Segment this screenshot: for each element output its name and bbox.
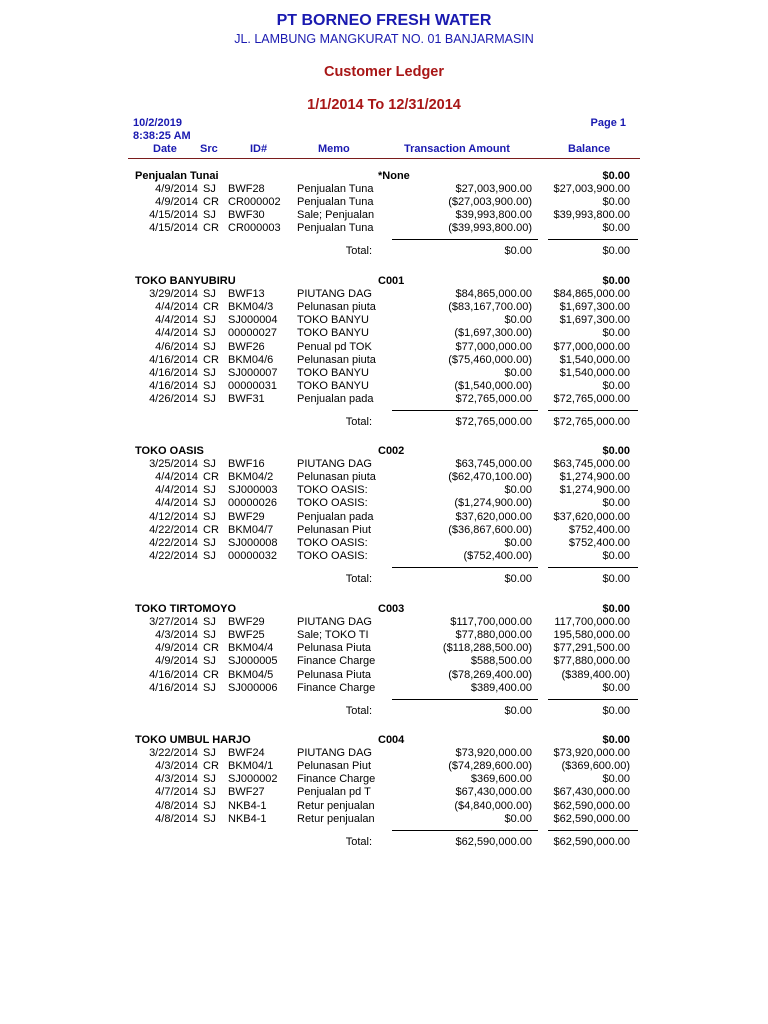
row-memo: TOKO OASIS: [297,536,368,549]
row-date: 4/9/2014 [155,183,198,196]
row-id: BWF16 [228,458,265,471]
row-src: SJ [203,786,216,799]
row-date: 4/9/2014 [155,196,198,209]
row-balance: $37,620,000.00 [553,510,630,523]
row-amount: $0.00 [504,812,532,825]
row-date: 4/4/2014 [155,327,198,340]
row-date: 4/22/2014 [149,549,198,562]
row-src: SJ [203,812,216,825]
row-amount: $67,430,000.00 [455,786,532,799]
row-memo: Pelunasan piuta [297,353,376,366]
row-date: 4/16/2014 [149,366,198,379]
row-balance: $0.00 [602,681,630,694]
row-date: 3/25/2014 [149,458,198,471]
row-memo: Pelunasan Piut [297,760,371,773]
row-date: 4/15/2014 [149,222,198,235]
row-src: SJ [203,327,216,340]
report-title: Customer Ledger [323,64,445,80]
row-date: 4/16/2014 [149,681,198,694]
row-id: BKM04/2 [228,471,274,484]
row-amount: $39,993,800.00 [455,209,532,222]
customer-name: TOKO BANYUBIRU [135,275,236,287]
total-label: Total: [345,704,372,717]
row-amount: $77,000,000.00 [455,340,532,353]
row-memo: Pelunasa Piuta [297,668,371,681]
header-divider [128,158,640,159]
row-amount: ($752,400.00) [463,549,532,562]
row-balance: $62,590,000.00 [553,812,630,825]
row-src: SJ [203,340,216,353]
row-src: SJ [203,379,216,392]
page-number: Page 1 [590,117,626,129]
total-amount: $0.00 [504,245,532,258]
row-src: SJ [203,314,216,327]
row-amount: ($4,840,000.00) [454,799,532,812]
row-src: SJ [203,773,216,786]
customer-code: C001 [378,275,405,287]
row-amount: ($118,288,500.00) [442,642,532,655]
total-rule [392,699,538,700]
total-rule [548,699,638,700]
row-src: SJ [203,799,216,812]
row-balance: $77,000,000.00 [553,340,630,353]
row-amount: ($78,269,400.00) [448,668,532,681]
col-header-src: Src [200,143,218,155]
row-balance: $1,697,300.00 [559,301,630,314]
row-memo: PIUTANG DAG [297,747,372,760]
row-balance: $67,430,000.00 [553,786,630,799]
row-id: 00000032 [228,549,277,562]
row-id: BWF24 [228,747,265,760]
row-amount: ($1,540,000.00) [454,379,532,392]
row-date: 3/22/2014 [149,747,198,760]
row-memo: Penjualan pd T [297,786,371,799]
row-date: 4/3/2014 [155,773,198,786]
report-period: 1/1/2014 To 12/31/2014 [307,97,461,113]
row-src: SJ [203,458,216,471]
row-id: BKM04/7 [228,523,274,536]
row-date: 4/4/2014 [155,301,198,314]
row-src: SJ [203,536,216,549]
row-balance: $73,920,000.00 [553,747,630,760]
row-id: BWF29 [228,510,265,523]
total-amount: $0.00 [504,704,532,717]
row-amount: ($1,274,900.00) [454,497,532,510]
opening-balance: $0.00 [602,445,630,457]
row-balance: 195,580,000.00 [553,629,630,642]
row-src: SJ [203,366,216,379]
row-amount: ($1,697,300.00) [454,327,532,340]
row-amount: $63,745,000.00 [455,458,532,471]
customer-code: C002 [378,445,405,457]
row-id: CR000002 [228,196,281,209]
row-amount: $117,700,000.00 [450,616,532,629]
row-date: 4/7/2014 [155,786,198,799]
row-src: SJ [203,497,216,510]
company-name: PT BORNEO FRESH WATER [276,12,492,29]
row-amount: ($36,867,600.00) [448,523,532,536]
row-balance: $84,865,000.00 [553,288,630,301]
total-balance: $62,590,000.00 [553,835,630,848]
col-header-memo: Memo [318,143,350,155]
row-balance: $0.00 [602,773,630,786]
row-memo: PIUTANG DAG [297,616,372,629]
total-rule [548,410,638,411]
row-date: 4/16/2014 [149,668,198,681]
row-memo: TOKO BANYU [297,379,369,392]
row-id: SJ000004 [228,314,278,327]
row-src: CR [203,668,219,681]
total-amount: $72,765,000.00 [455,415,532,428]
row-src: CR [203,642,219,655]
row-id: BWF27 [228,786,265,799]
row-id: CR000003 [228,222,281,235]
row-src: SJ [203,510,216,523]
row-id: NKB4-1 [228,812,267,825]
row-memo: Pelunasa Piuta [297,642,371,655]
customer-name: Penjualan Tunai [135,170,219,182]
row-memo: Finance Charge [297,681,376,694]
row-amount: $588,500.00 [470,655,532,668]
row-date: 4/3/2014 [155,760,198,773]
row-id: BWF31 [228,392,265,405]
row-balance: $0.00 [602,196,630,209]
row-balance: $62,590,000.00 [553,799,630,812]
row-src: SJ [203,629,216,642]
row-memo: TOKO OASIS: [297,549,368,562]
row-date: 3/27/2014 [149,616,198,629]
row-amount: $72,765,000.00 [455,392,532,405]
row-src: CR [203,196,219,209]
customer-name: TOKO UMBUL HARJO [135,734,251,746]
row-src: SJ [203,484,216,497]
row-balance: $752,400.00 [568,536,630,549]
row-src: CR [203,471,219,484]
row-src: SJ [203,549,216,562]
row-memo: Penjualan pada [297,510,374,523]
row-balance: $1,274,900.00 [559,471,630,484]
row-date: 4/8/2014 [155,799,198,812]
total-rule [548,567,638,568]
row-id: BKM04/3 [228,301,274,314]
row-balance: $27,003,900.00 [553,183,630,196]
total-amount: $0.00 [504,572,532,585]
company-address: JL. LAMBUNG MANGKURAT NO. 01 BANJARMASIN [234,32,534,46]
row-id: SJ000008 [228,536,278,549]
row-src: CR [203,523,219,536]
row-src: SJ [203,183,216,196]
row-memo: Penjualan Tuna [297,222,374,235]
opening-balance: $0.00 [602,275,630,287]
row-amount: ($62,470,100.00) [448,471,532,484]
row-amount: $389,400.00 [470,681,532,694]
row-memo: Pelunasan piuta [297,471,376,484]
row-memo: PIUTANG DAG [297,458,372,471]
customer-code: C004 [378,734,405,746]
row-src: SJ [203,392,216,405]
col-header-balance: Balance [568,143,611,155]
row-balance: $1,540,000.00 [559,353,630,366]
customer-code: C003 [378,603,405,615]
row-balance: $1,540,000.00 [559,366,630,379]
row-id: SJ000007 [228,366,278,379]
print-time: 8:38:25 AM [133,130,191,142]
row-memo: Finance Charge [297,655,376,668]
row-balance: $0.00 [602,379,630,392]
row-src: SJ [203,616,216,629]
row-src: SJ [203,681,216,694]
row-src: CR [203,353,219,366]
row-id: SJ000002 [228,773,278,786]
row-amount: $0.00 [504,314,532,327]
row-id: BWF13 [228,288,265,301]
row-balance: $63,745,000.00 [553,458,630,471]
row-amount: ($83,167,700.00) [448,301,532,314]
row-memo: Pelunasan Piut [297,523,371,536]
row-memo: Penjualan pada [297,392,374,405]
row-date: 4/16/2014 [149,379,198,392]
row-amount: $0.00 [504,484,532,497]
total-rule [392,567,538,568]
row-balance: 117,700,000.00 [554,616,630,629]
row-balance: ($389,400.00) [561,668,630,681]
row-balance: $77,880,000.00 [553,655,630,668]
row-amount: ($27,003,900.00) [448,196,532,209]
customer-name: TOKO TIRTOMOYO [135,603,237,615]
row-date: 4/8/2014 [155,812,198,825]
row-balance: $0.00 [602,327,630,340]
row-date: 4/26/2014 [149,392,198,405]
row-amount: $73,920,000.00 [455,747,532,760]
row-amount: $369,600.00 [470,773,532,786]
row-date: 4/4/2014 [155,497,198,510]
row-balance: $0.00 [602,222,630,235]
row-memo: Penual pd TOK [297,340,372,353]
row-date: 4/9/2014 [155,642,198,655]
row-date: 4/22/2014 [149,536,198,549]
row-balance: $1,274,900.00 [559,484,630,497]
row-amount: $0.00 [504,536,532,549]
row-date: 4/4/2014 [155,471,198,484]
opening-balance: $0.00 [602,734,630,746]
row-id: 00000031 [228,379,277,392]
row-id: BWF25 [228,629,265,642]
row-balance: $77,291,500.00 [553,642,630,655]
row-src: CR [203,760,219,773]
row-date: 3/29/2014 [149,288,198,301]
total-label: Total: [345,245,372,258]
row-memo: Sale; Penjualan [297,209,375,222]
total-rule [392,410,538,411]
row-amount: ($39,993,800.00) [448,222,532,235]
row-id: BKM04/6 [228,353,274,366]
row-amount: $27,003,900.00 [455,183,532,196]
row-balance: $0.00 [602,549,630,562]
row-src: SJ [203,655,216,668]
customer-code: *None [378,170,410,182]
row-id: NKB4-1 [228,799,267,812]
total-rule [392,830,538,831]
row-date: 4/16/2014 [149,353,198,366]
col-header-amount: Transaction Amount [404,143,510,155]
row-amount: $0.00 [504,366,532,379]
total-balance: $0.00 [602,572,630,585]
row-id: 00000027 [228,327,277,340]
row-date: 4/4/2014 [155,314,198,327]
row-memo: TOKO BANYU [297,366,369,379]
row-id: BWF29 [228,616,265,629]
row-date: 4/15/2014 [149,209,198,222]
row-id: BKM04/5 [228,668,274,681]
total-rule [548,830,638,831]
row-id: SJ000003 [228,484,278,497]
row-date: 4/22/2014 [149,523,198,536]
row-memo: Sale; TOKO TI [297,629,369,642]
row-id: BWF28 [228,183,265,196]
row-balance: $0.00 [602,497,630,510]
row-memo: Pelunasan piuta [297,301,376,314]
col-header-id: ID# [250,143,268,155]
row-id: 00000026 [228,497,277,510]
row-memo: Penjualan Tuna [297,196,374,209]
row-src: SJ [203,288,216,301]
row-balance: ($369,600.00) [561,760,630,773]
row-amount: $84,865,000.00 [455,288,532,301]
row-id: SJ000006 [228,681,278,694]
total-label: Total: [345,415,372,428]
row-id: SJ000005 [228,655,278,668]
row-memo: Penjualan Tuna [297,183,374,196]
print-date: 10/2/2019 [133,117,182,129]
row-balance: $752,400.00 [568,523,630,536]
row-date: 4/9/2014 [155,655,198,668]
row-memo: Finance Charge [297,773,376,786]
row-src: CR [203,222,219,235]
total-balance: $0.00 [602,245,630,258]
row-balance: $39,993,800.00 [553,209,630,222]
row-date: 4/3/2014 [155,629,198,642]
row-src: SJ [203,747,216,760]
row-id: BWF30 [228,209,265,222]
row-amount: ($74,289,600.00) [448,760,532,773]
total-rule [392,239,538,240]
row-amount: $37,620,000.00 [455,510,532,523]
row-memo: TOKO OASIS: [297,484,368,497]
opening-balance: $0.00 [602,603,630,615]
row-memo: PIUTANG DAG [297,288,372,301]
row-memo: Retur penjualan [297,799,375,812]
row-balance: $1,697,300.00 [559,314,630,327]
col-header-date: Date [153,143,177,155]
row-id: BKM04/4 [228,642,274,655]
row-date: 4/6/2014 [155,340,198,353]
row-memo: Retur penjualan [297,812,375,825]
row-amount: ($75,460,000.00) [448,353,532,366]
row-date: 4/12/2014 [149,510,198,523]
customer-name: TOKO OASIS [135,445,204,457]
total-balance: $0.00 [602,704,630,717]
row-src: CR [203,301,219,314]
row-id: BWF26 [228,340,265,353]
row-memo: TOKO OASIS: [297,497,368,510]
row-id: BKM04/1 [228,760,274,773]
opening-balance: $0.00 [602,170,630,182]
row-memo: TOKO BANYU [297,327,369,340]
row-balance: $72,765,000.00 [553,392,630,405]
total-amount: $62,590,000.00 [455,835,532,848]
total-label: Total: [345,835,372,848]
total-rule [548,239,638,240]
row-memo: TOKO BANYU [297,314,369,327]
total-label: Total: [345,572,372,585]
total-balance: $72,765,000.00 [553,415,630,428]
row-src: SJ [203,209,216,222]
row-amount: $77,880,000.00 [455,629,532,642]
row-date: 4/4/2014 [155,484,198,497]
